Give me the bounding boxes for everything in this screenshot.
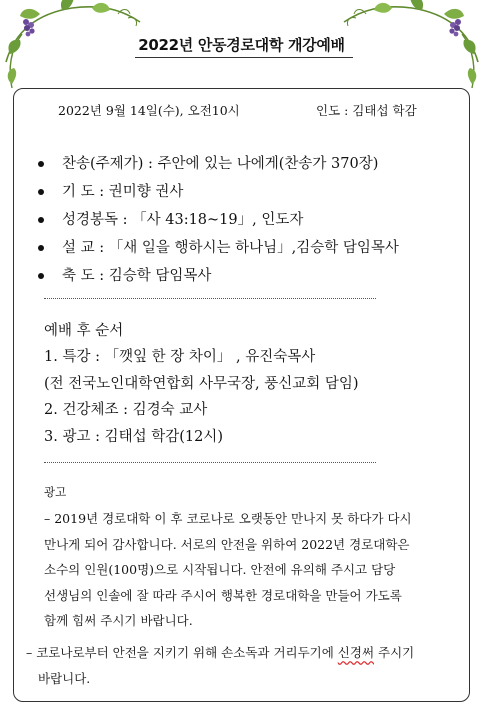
page-title: 2022년 안동경로대학 개강예배 [138,36,345,54]
dotted-divider-1 [44,298,376,299]
notice-line: 만나게 되어 감사합니다. 서로의 안전을 위하여 2022년 경로대학은 [44,536,410,552]
notice-line [26,640,466,666]
program-item-benediction: 축 도 : 김승학 담임목사 [38,262,399,290]
program-list [38,150,399,290]
after-service-item-exercise: 2. 건강체조 : 김경숙 교사 [44,402,208,418]
program-item-scripture: 성경봉독 : 「사 43:18~19」, 인도자 [38,206,399,234]
notice-line: 함께 힘써 주시기 바랍니다. [44,613,193,628]
after-service-title: 예배 후 순서 [44,323,124,339]
after-service-item-lecture: 1. 특강 : 「깻잎 한 장 차이」 , 유진숙목사 [44,349,316,365]
after-service-list [44,344,359,450]
notice-paragraph-2 [26,640,466,691]
program-item-prayer: 기 도 : 권미향 권사 [38,178,399,206]
notice-line: 바랍니다. [38,670,91,686]
notice-line: 소수의 인원(100명)으로 시작됩니다. 안전에 유의해 주시고 담당 [44,562,396,577]
notice-line: 선생님의 인솔에 잘 따라 주시어 행복한 경로대학을 만들어 가도록 [44,587,402,603]
title-underline [135,57,353,58]
service-date: 2022년 9월 14일(수), 오전10시 [58,103,240,118]
program-item-hymn: 찬송(주제가) : 주안에 있는 나에게(찬송가 370장) [38,150,399,178]
notice-text: 주시기 [374,645,415,660]
service-leader: 인도 : 김태섭 학감 [316,103,417,118]
after-service-item-announcement: 3. 광고 : 김태섭 학감(12시) [44,428,223,445]
spellcheck-flagged-word: 신경써 [337,645,375,660]
notice-title: 광고 [44,485,67,499]
dotted-divider-2 [44,462,376,463]
notice-text: – 코로나로부터 안전을 지키기 위해 손소독과 거리두기에 [26,645,338,660]
program-item-sermon: 설 교 : 「새 일을 행하시는 하나님」,김승학 담임목사 [38,234,399,262]
notice-paragraph-1 [44,506,464,634]
notice-line: – 2019년 경로대학 이 후 코로나로 오랫동안 만나지 못 하다가 다시 [44,511,412,526]
after-service-item-lecturer-note: (전 전국노인대학연합회 사무국장, 풍신교회 담임) [44,375,359,392]
